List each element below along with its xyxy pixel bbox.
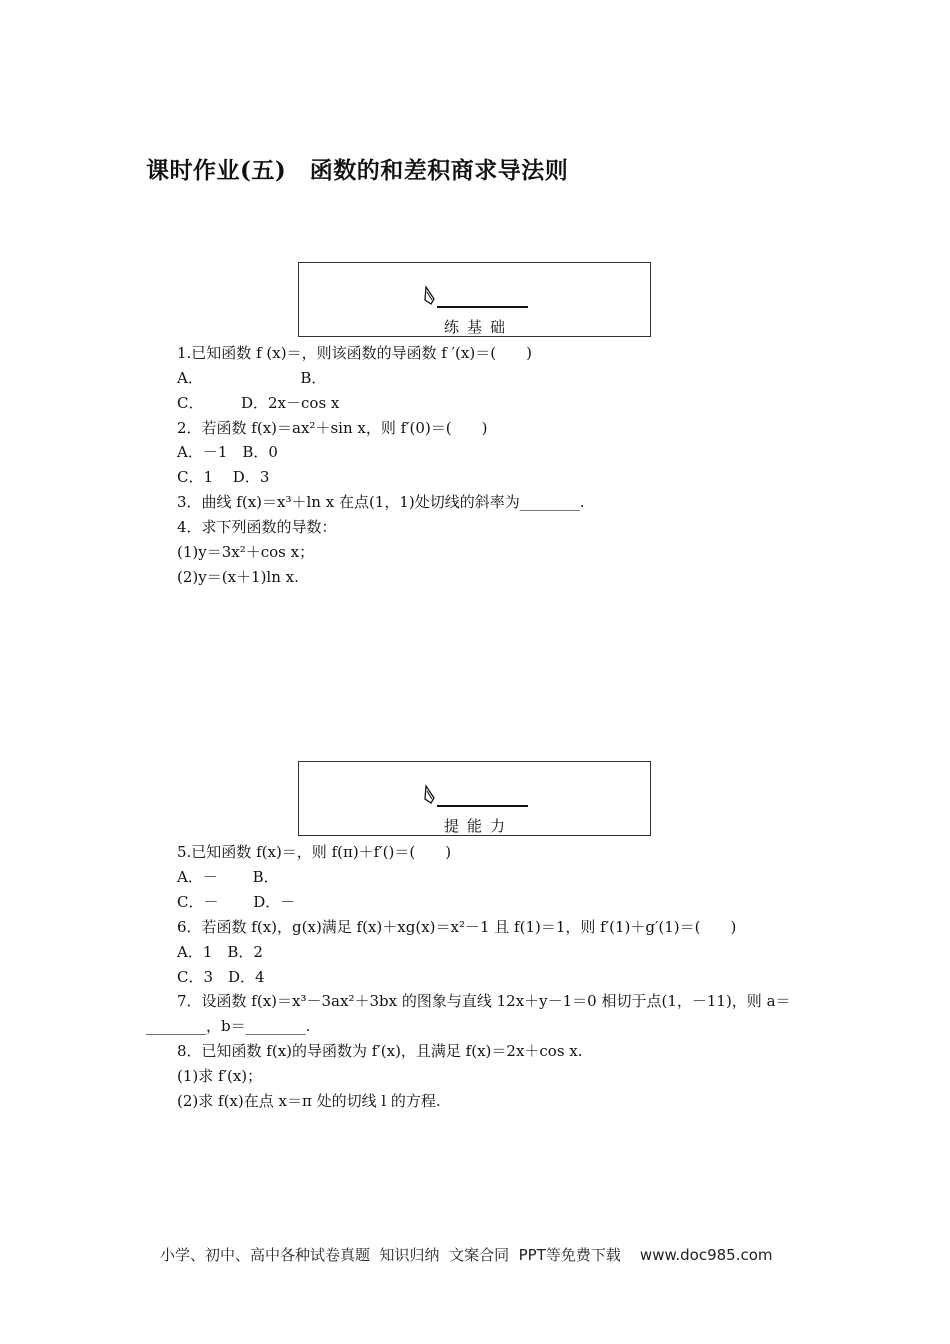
- question-4-part-2: (2)y＝(x＋1)ln x.: [177, 568, 299, 586]
- footer-banner: 小学、初中、高中各种试卷真题 知识归纳 文案合同 PPT等免费下载 www.doc985.com: [160, 1246, 773, 1264]
- question-6-stem: 6．若函数 f(x)，g(x)满足 f(x)＋xg(x)＝x²－1 且 f(1)＝1，则 f′(1)＋g′(1)＝( ): [177, 918, 737, 936]
- question-1-options-cd: C． D．2x－cos x: [177, 394, 340, 412]
- question-8-stem: 8．已知函数 f(x)的导函数为 f′(x)，且满足 f(x)＝2x＋cos x.: [177, 1042, 583, 1060]
- pen-icon: [423, 285, 437, 307]
- page-title: 课时作业(五) 函数的和差积商求导法则: [146, 157, 569, 184]
- question-6-options-cd: C．3 D．4: [177, 968, 265, 986]
- section-header-basic: [298, 262, 651, 337]
- section-label: 练基础: [443, 318, 513, 336]
- question-4-part-1: (1)y＝3x²＋cos x；: [177, 543, 315, 561]
- question-6-options-ab: A．1 B．2: [177, 943, 263, 961]
- section-header-advanced: [298, 761, 651, 836]
- question-5-options-cd: C．－ D．－: [177, 893, 296, 911]
- pen-icon: [423, 784, 437, 806]
- section-rule: [437, 805, 528, 807]
- question-2-options-ab: A．－1 B．0: [177, 443, 278, 461]
- question-5-stem: 5.已知函数 f(x)＝，则 f(π)＋f′()＝( ): [177, 843, 452, 861]
- question-8-part-2: (2)求 f(x)在点 x＝π 处的切线 l 的方程.: [177, 1092, 441, 1110]
- question-7-blanks: ________，b＝________.: [146, 1017, 311, 1035]
- question-7-stem: 7．设函数 f(x)＝x³－3ax²＋3bx 的图象与直线 12x＋y－1＝0 相切于点(1，－11)，则 a＝: [177, 992, 791, 1010]
- section-rule: [437, 306, 528, 308]
- question-2-options-cd: C．1 D．3: [177, 468, 270, 486]
- question-1-stem: 1.已知函数 f (x)＝，则该函数的导函数 f ′(x)＝( ): [177, 344, 532, 362]
- question-1-options-ab: A． B．: [177, 369, 327, 387]
- question-5-options-ab: A．－ B．: [177, 868, 279, 886]
- question-4-stem: 4．求下列函数的导数：: [177, 518, 337, 536]
- section-label: 提能力: [443, 817, 513, 835]
- question-3-stem: 3．曲线 f(x)＝x³＋ln x 在点(1，1)处切线的斜率为________.: [177, 493, 585, 511]
- question-8-part-1: (1)求 f′(x)；: [177, 1067, 263, 1085]
- question-2-stem: 2．若函数 f(x)＝ax²＋sin x，则 f′(0)＝( ): [177, 419, 488, 437]
